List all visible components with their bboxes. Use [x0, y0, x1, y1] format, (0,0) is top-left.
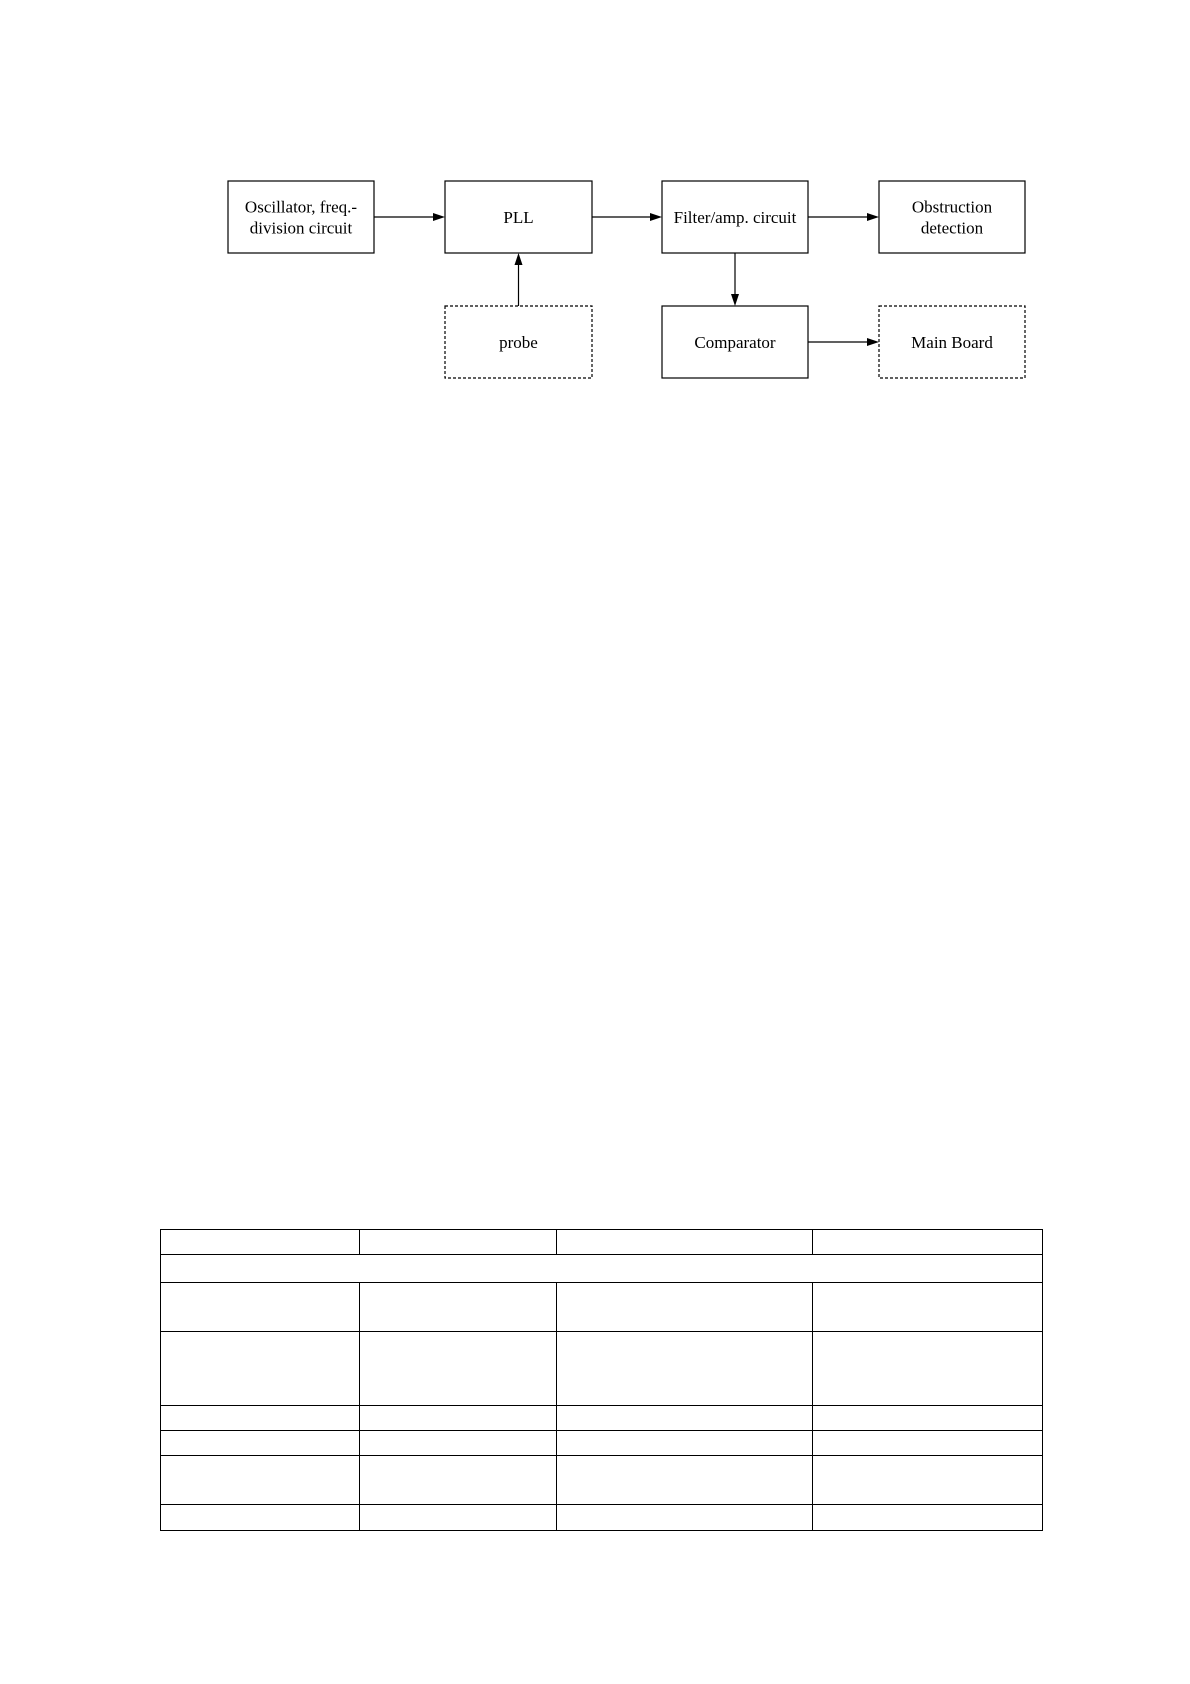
table-cell [557, 1505, 813, 1531]
table-row [161, 1505, 1043, 1531]
table-row [161, 1283, 1043, 1332]
table-cell [557, 1406, 813, 1431]
table-cell [813, 1283, 1043, 1332]
table-cell [813, 1406, 1043, 1431]
arrowhead-icon [515, 253, 523, 265]
table-cell [813, 1505, 1043, 1531]
arrowhead-icon [867, 213, 879, 221]
node-label: probe [499, 333, 538, 352]
table-row [161, 1332, 1043, 1406]
block-diagram [0, 0, 1190, 420]
table-cell [360, 1431, 557, 1456]
table-cell [557, 1230, 813, 1255]
arrowhead-icon [650, 213, 662, 221]
edge-comparator-to-mainboard [808, 338, 879, 346]
table-row [161, 1230, 1043, 1255]
node-label: Oscillator, freq.- [244, 197, 358, 217]
node-obstruction [879, 181, 1025, 253]
edge-probe-to-pll [515, 253, 523, 306]
table-cell [161, 1283, 360, 1332]
edge-oscillator-to-pll [374, 213, 445, 221]
table-cell [161, 1505, 360, 1531]
table-cell [557, 1431, 813, 1456]
node-pll [445, 181, 592, 253]
table-cell [360, 1406, 557, 1431]
table-cell [360, 1456, 557, 1505]
table-cell [161, 1431, 360, 1456]
node-label: PLL [503, 208, 534, 227]
table-cell [161, 1456, 360, 1505]
table-cell [557, 1456, 813, 1505]
table-cell [161, 1230, 360, 1255]
table-cell [813, 1230, 1043, 1255]
node-oscillator [228, 181, 374, 253]
node-label: Main Board [911, 333, 993, 352]
node-box [879, 181, 1025, 253]
node-probe [445, 306, 592, 378]
table-cell [360, 1332, 557, 1406]
table-row [161, 1255, 1043, 1283]
table-cell [161, 1332, 360, 1406]
table-cell [813, 1456, 1043, 1505]
table-cell [360, 1505, 557, 1531]
table-cell [360, 1283, 557, 1332]
table-row [161, 1431, 1043, 1456]
table-cell [557, 1283, 813, 1332]
table-row [161, 1406, 1043, 1431]
table-cell [813, 1332, 1043, 1406]
spec-table [160, 1229, 1043, 1531]
arrowhead-icon [867, 338, 879, 346]
node-comparator [662, 306, 808, 378]
node-box [228, 181, 374, 253]
edge-filter-to-obstruction [808, 213, 879, 221]
node-label: Comparator [694, 333, 776, 352]
table-cell [161, 1406, 360, 1431]
node-filter [662, 181, 808, 253]
node-label: Obstruction [911, 197, 993, 217]
edge-filter-to-comparator [731, 253, 739, 306]
table-cell [161, 1255, 1043, 1283]
arrowhead-icon [731, 294, 739, 306]
arrowhead-icon [433, 213, 445, 221]
table-cell [813, 1431, 1043, 1456]
node-mainboard [879, 306, 1025, 378]
table-cell [557, 1332, 813, 1406]
edge-pll-to-filter [592, 213, 662, 221]
node-label: detection [920, 218, 984, 238]
node-label: Filter/amp. circuit [673, 208, 797, 227]
table-row [161, 1456, 1043, 1505]
table-cell [360, 1230, 557, 1255]
node-label: division circuit [249, 218, 353, 238]
